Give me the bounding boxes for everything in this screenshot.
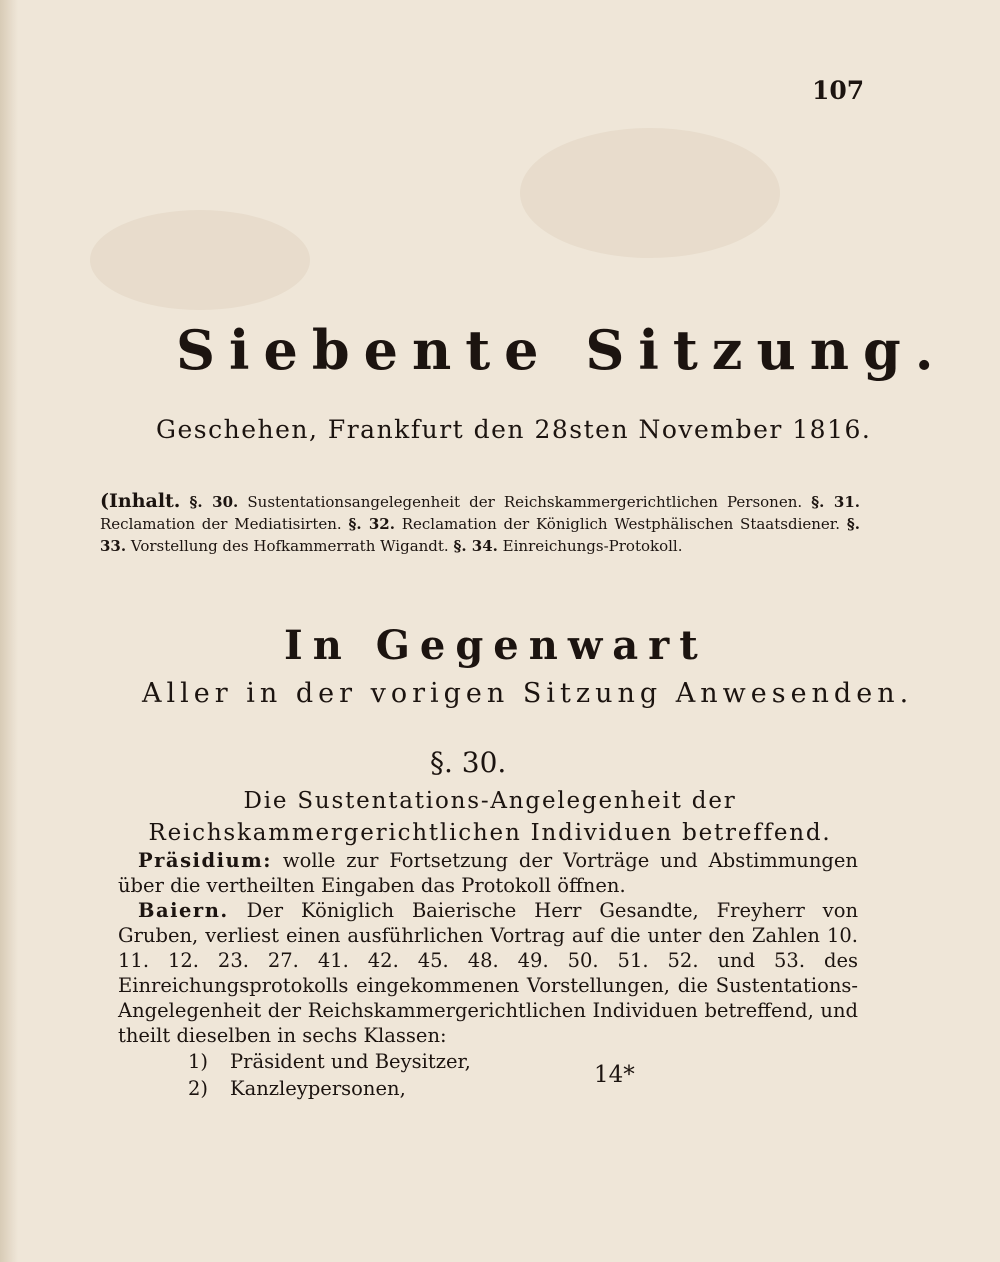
paper-stain	[90, 210, 310, 310]
body-text	[118, 848, 858, 1102]
summary-item: §. 33. Vorstellung des Hofkammerrath Wigandt.	[100, 515, 860, 555]
contents-summary	[100, 490, 860, 557]
speaker-label: Präsidium:	[138, 849, 273, 872]
session-date-line: Geschehen, Frankfurt den 28sten November 1816.	[156, 415, 872, 444]
summary-item: §. 32. Reclamation der Königlich Westphälischen Staatsdiener.	[348, 515, 841, 533]
speaker-label: Baiern.	[138, 899, 229, 922]
summary-item: §. 31. Reclamation der Mediatisirten.	[100, 493, 860, 533]
paragraph	[118, 848, 858, 898]
session-title: Siebente Sitzung.	[176, 318, 948, 382]
summary-item: §. 30. Sustentationsangelegenheit der Reichskammergerichtlichen Personen.	[189, 493, 803, 511]
page-number: 107	[812, 76, 865, 105]
paragraph-text: Der Königlich Baierische Herr Gesandte, Freyherr von Gruben, verliest einen ausführlichen Vortrag auf die unter den Zahlen 10. 11. 12. 23. 27. 41. 42. 45. 48. 49. 50. 51. 52. und 53. des Einreichungsprotokolls eingekommenen Vorstellungen, die Sustentations-Angelegenheit der Reichskammergerichtlichen Individuen betreffend, und theilt dieselben in sechs Klassen:	[118, 899, 859, 1047]
page-edge-shadow	[0, 0, 18, 1262]
paragraph	[118, 898, 858, 1048]
presence-line: Aller in der vorigen Sitzung Anwesenden.	[142, 678, 914, 709]
presence-heading: In Gegenwart	[284, 622, 708, 669]
section-number: §. 30.	[430, 746, 507, 779]
class-list	[118, 1048, 858, 1102]
section-title: Die Sustentations-Angelegenheit der Reichskammergerichtlichen Individuen betreffend.	[148, 788, 832, 846]
paper-stain	[520, 128, 780, 258]
list-item: 1) Präsident und Beysitzer,	[188, 1050, 471, 1073]
printer-signature-mark: 14*	[594, 1062, 635, 1088]
paragraph-text: wolle zur Fortsetzung der Vorträge und Abstimmungen über die vertheilten Eingaben das Protokoll öffnen.	[118, 849, 858, 897]
contents-label: (Inhalt.	[100, 490, 181, 512]
summary-item: §. 34. Einreichungs-Protokoll.	[453, 537, 683, 555]
list-item: 2) Kanzleypersonen,	[188, 1077, 406, 1100]
